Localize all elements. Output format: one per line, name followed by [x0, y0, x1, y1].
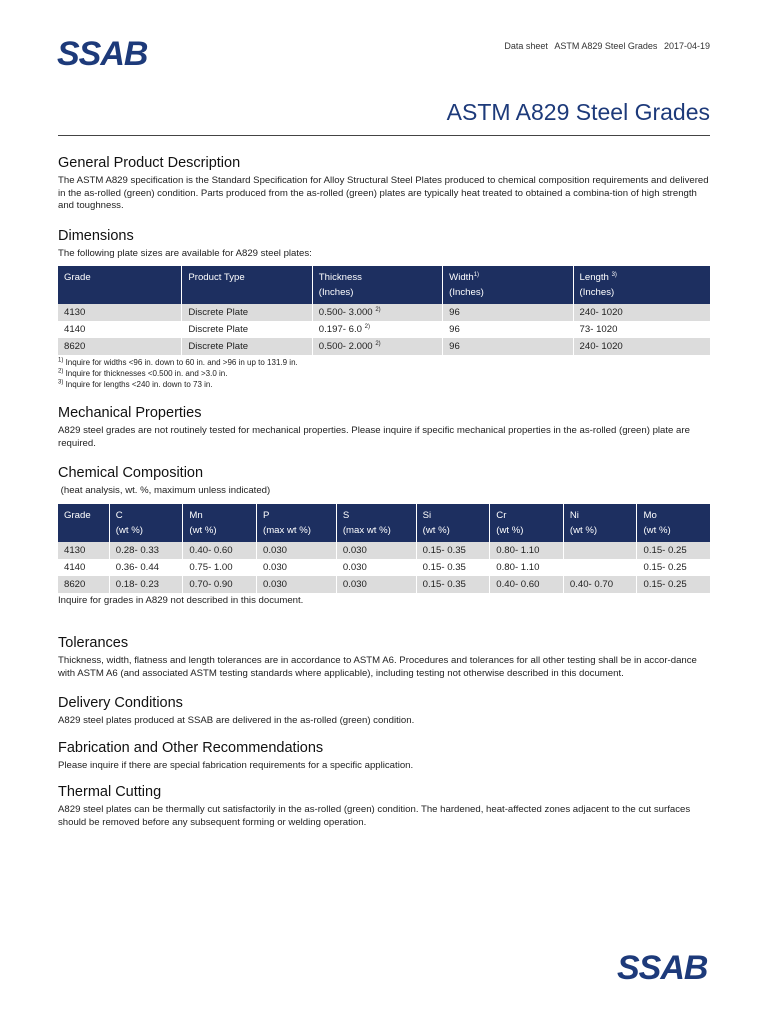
table-cell: 0.80- 1.10	[490, 542, 564, 559]
chemical-heading: Chemical Composition	[58, 465, 204, 481]
table-cell: 0.15- 0.25	[637, 542, 710, 559]
section-fabrication	[58, 740, 710, 773]
section-dimensions	[58, 228, 710, 391]
footnote-3: $^{3)}$ Inquire for lengths <240 in. down to 73 in.	[58, 379, 213, 389]
table-row	[58, 576, 710, 593]
section-general	[58, 155, 710, 213]
section-chemical	[58, 465, 710, 607]
dimensions-heading: Dimensions	[58, 227, 134, 244]
fabrication-text: Please inquire if there are special fabrication requirements for a specific application.	[58, 759, 414, 771]
table-cell: 0.15- 0.25	[637, 559, 710, 576]
chemical-table	[58, 504, 710, 593]
general-text: The ASTM A829 specification is the Standard Specification for Alloy Structural Steel Plates produced to chemical composition requirements and delivered in the as-rolled (green) condition. Parts produced from the as-rolled (green) plates are typically heat treated to obtained a combina-tion of high strength and toughness.	[58, 175, 709, 211]
dim-col-type: Product Type	[182, 266, 312, 304]
dim-col-width: Width$^{1)}$ (Inches)	[443, 266, 573, 304]
table-cell: 0.030	[257, 576, 337, 593]
table-cell: 0.40- 0.60	[490, 576, 564, 593]
chem-col-mo: Mo (wt %)	[637, 504, 710, 542]
dimensions-footnotes	[58, 357, 710, 390]
chem-col-grade: Grade	[58, 504, 109, 542]
dimensions-table	[58, 266, 710, 355]
tolerances-heading: Tolerances	[58, 635, 129, 651]
table-cell: 0.15- 0.25	[637, 576, 710, 593]
chem-col-cr: Cr (wt %)	[490, 504, 564, 542]
dim-col-thickness: Thickness (Inches)	[312, 266, 442, 304]
chem-col-si: Si (wt %)	[416, 504, 490, 542]
table-cell: 4130	[58, 542, 109, 559]
table-cell: 4140	[58, 559, 109, 576]
chemical-intro: (heat analysis, wt. %, maximum unless indicated)	[58, 485, 271, 496]
dimensions-header-row	[58, 266, 710, 304]
tolerances-text: Thickness, width, flatness and length tolerances are in accordance to ASTM A6. Procedures and tolerances for all other testing shall be in accor-dance with ASTM A6 (and associated ASTM testing standards where applicable), including testing not otherwise described in this document.	[58, 655, 697, 679]
general-heading: General Product Description	[58, 155, 241, 171]
table-cell: 0.030	[257, 542, 337, 559]
table-row: 4140 Discrete Plate 0.197- 6.0 $^{2)}$ 96 73- 1020	[58, 321, 710, 338]
datasheet-title: ASTM A829 Steel Grades	[554, 41, 658, 51]
thermal-heading: Thermal Cutting	[58, 784, 162, 800]
section-delivery	[58, 695, 710, 728]
section-thermal	[58, 784, 710, 829]
table-row: 4130 Discrete Plate 0.500- 3.000 $^{2)}$ 96 240- 1020	[58, 304, 710, 321]
delivery-heading: Delivery Conditions	[58, 695, 183, 711]
table-cell: 0.030	[336, 559, 416, 576]
table-cell: 0.70- 0.90	[183, 576, 257, 593]
document-body	[58, 155, 710, 844]
table-cell: 0.75- 1.00	[183, 559, 257, 576]
table-cell: 0.030	[257, 559, 337, 576]
table-cell: 0.80- 1.10	[490, 559, 564, 576]
chem-col-mn: Mn (wt %)	[183, 504, 257, 542]
table-cell: 0.030	[336, 576, 416, 593]
footnote-1: $^{1)}$ Inquire for widths <96 in. down to 60 in. and >96 in up to 131.9 in.	[58, 357, 298, 367]
table-cell: 0.40- 0.70	[563, 576, 637, 593]
chemical-note: Inquire for grades in A829 not described in this document.	[58, 594, 304, 606]
table-cell	[563, 559, 637, 576]
chem-col-ni: Ni (wt %)	[563, 504, 637, 542]
dim-col-grade: Grade	[58, 266, 182, 304]
table-cell: 0.15- 0.35	[416, 559, 490, 576]
datasheet-date: 2017-04-19	[663, 41, 710, 51]
table-cell: 0.36- 0.44	[109, 559, 183, 576]
datasheet-label: Data sheet	[504, 41, 548, 51]
table-cell: 0.40- 0.60	[183, 542, 257, 559]
section-tolerances	[58, 635, 710, 680]
table-cell	[563, 542, 637, 559]
chem-col-c: C (wt %)	[109, 504, 183, 542]
table-row	[58, 559, 710, 576]
section-mechanical	[58, 405, 710, 450]
mechanical-heading: Mechanical Properties	[58, 405, 202, 421]
page-title: ASTM A829 Steel Grades	[446, 99, 710, 125]
table-row: 8620 Discrete Plate 0.500- 2.000 $^{2)}$ 96 240- 1020	[58, 338, 710, 355]
datasheet-header	[504, 41, 710, 51]
table-cell: 0.28- 0.33	[109, 542, 183, 559]
chem-col-s: S (max wt %)	[336, 504, 416, 542]
table-cell: 0.15- 0.35	[416, 576, 490, 593]
table-cell: 8620	[58, 576, 109, 593]
table-cell: 0.15- 0.35	[416, 542, 490, 559]
fabrication-heading: Fabrication and Other Recommendations	[58, 739, 324, 756]
ssab-footer-logo: SSAB	[617, 949, 708, 987]
dimensions-intro: The following plate sizes are available for A829 steel plates:	[58, 247, 312, 259]
chem-col-p: P (max wt %)	[257, 504, 337, 542]
title-divider	[58, 135, 710, 136]
thermal-text: A829 steel plates can be thermally cut satisfactorily in the as-rolled (green) condition. The hardened, heat-affected zones adjacent to the cut surfaces should be removed before any subsequent forming or welding operation.	[58, 804, 691, 828]
table-cell: 0.18- 0.23	[109, 576, 183, 593]
footnote-2: $^{2)}$ Inquire for thicknesses <0.500 in. and >3.0 in.	[58, 368, 228, 378]
table-cell: 0.030	[336, 542, 416, 559]
chemical-header-row	[58, 504, 710, 542]
ssab-logo: SSAB	[57, 35, 148, 73]
delivery-text: A829 steel plates produced at SSAB are delivered in the as-rolled (green) condition.	[58, 715, 415, 726]
dim-col-length: Length $^{3)}$ (Inches)	[573, 266, 710, 304]
table-row	[58, 542, 710, 559]
mechanical-text: A829 steel grades are not routinely tested for mechanical properties. Please inquire if specific mechanical properties in the as-rolled (green) plate are required.	[58, 425, 690, 449]
